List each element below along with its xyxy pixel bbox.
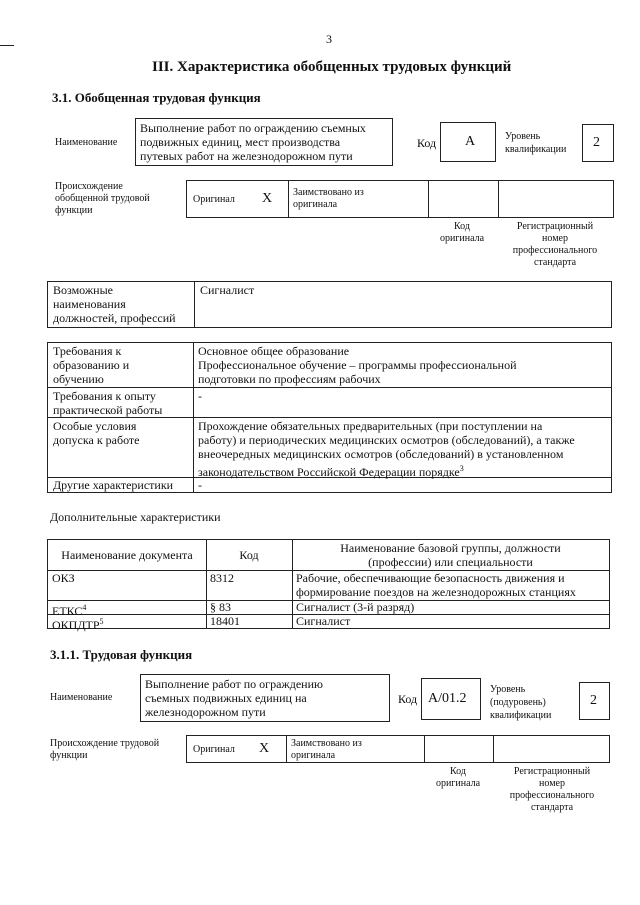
s311-borrowed-label: Заимствовано из [291,738,362,749]
s31-reg-number: Регистрационный [516,221,594,232]
additional-doc: ОКПДТР$^5$ [52,617,104,632]
additional-code: § 83 [210,600,231,614]
positions-label: должностей, профессий [53,311,176,325]
positions-label: наименования [53,297,126,311]
req-value: - [198,478,202,492]
positions-value: Сигналист [200,283,255,297]
s31-code-original: оригинала [439,233,485,244]
footnote-ref: 3 [459,464,464,473]
req-value: Основное общее образование [198,344,350,358]
footnote-ref: 4 [82,603,87,612]
s311-code-original: оригинала [435,778,481,789]
req-label: обучению [53,372,104,386]
req-label: Требования к [53,344,122,358]
s31-code-original: Код [454,221,470,232]
positions-table [47,281,612,328]
additional-doc: ОКЗ [52,571,75,585]
s311-name-line: железнодорожном пути [145,705,266,719]
s31-level-box [582,124,614,162]
req-value: законодательством Российской Федерации порядке$^3$ [198,464,464,479]
additional-name: Рабочие, обеспечивающие безопасность движения и [296,571,565,585]
s311-origin-label: функции [50,750,88,761]
additional-table [47,539,610,632]
s311-name-line: съемных подвижных единиц на [145,691,307,705]
s31-name-line: Выполнение работ по ограждению съемных [140,121,366,135]
section-title: III. Характеристика обобщенных трудовых функций [152,59,512,75]
additional-header: Код [239,548,259,562]
s311-code-box [421,678,481,720]
s311-level-label: Уровень [490,684,526,695]
s31-origin-label: обобщенной трудовой [55,193,150,204]
s31-borrowed-label: оригинала [293,199,338,210]
s311-level-value: 2 [590,693,597,708]
s31-name-label: Наименование [55,137,118,148]
s311-origin-label: Происхождение трудовой [50,738,160,749]
s311-level-label: квалификации [490,710,552,721]
s31-name-box [135,118,393,166]
s311-code-value: A/01.2 [428,691,467,706]
s31-origin-label: Происхождение [55,181,123,192]
s311-reg-number: Регистрационный [513,766,591,777]
s311-name-line: Выполнение работ по ограждению [145,677,323,691]
s31-origin-box [186,180,614,218]
req-value: подготовки по профессиям рабочих [198,372,381,386]
s311-heading: 3.1.1. Трудовая функция [50,647,193,662]
s31-name-line: путевых работ на железнодорожном пути [140,149,353,163]
requirements-table [47,342,612,493]
s31-reg-number: номер [542,233,568,244]
s31-level-label: Уровень [505,131,541,142]
s311-code-label: Код [398,692,418,706]
additional-name: Сигналист (3-й разряд) [296,600,415,614]
req-label: практической работы [53,403,163,417]
req-label: Требования к опыту [53,389,156,403]
req-value: Прохождение обязательных предварительных (при поступлении на [198,419,543,433]
s31-reg-number: профессионального [512,245,598,256]
s31-level-label: квалификации [505,144,567,155]
s31-borrowed-label: Заимствовано из [293,187,364,198]
additional-name: формирование поездов на железнодорожных станциях [296,585,576,599]
s31-code-value: A [465,134,476,149]
req-label: образованию и [53,358,130,372]
req-label: допуска к работе [53,433,140,447]
s311-name-box [140,674,390,722]
s31-code-label: Код [417,136,437,150]
additional-doc: ЕТКС$^4$ [52,603,87,618]
req-value: работу) и периодических медицинских осмотров (обследований), а также [198,433,575,447]
s31-original-label: Оригинал [193,194,235,205]
s311-origin-box [186,735,610,763]
s311-level-box [579,682,610,720]
s311-reg-number: профессионального [509,790,595,801]
req-value: - [198,389,202,403]
additional-heading: Дополнительные характеристики [50,510,221,524]
additional-header: (профессии) или специальности [368,555,533,569]
margin-mark [0,45,14,46]
additional-name: Сигналист [296,614,351,628]
s311-code-original: Код [450,766,466,777]
s31-original-mark: X [262,191,273,206]
req-value: внеочередных медицинских осмотров (обследований) в установленном [198,447,564,461]
page-number: 3 [326,32,332,46]
req-label: Другие характеристики [53,478,174,492]
additional-header: Наименование базовой группы, должности [340,541,561,555]
positions-label: Возможные [53,283,113,297]
s311-original-label: Оригинал [193,744,235,755]
req-value: Профессиональное обучение – программы профессиональной [198,358,517,372]
s311-level-label: (подуровень) [490,697,546,708]
s311-reg-number: стандарта [530,802,574,813]
s311-borrowed-label: оригинала [291,750,336,761]
additional-header: Наименование документа [61,548,193,562]
s31-level-value: 2 [593,135,600,150]
s311-reg-number: номер [539,778,565,789]
additional-code: 8312 [210,571,234,585]
s311-original-mark: X [259,741,270,756]
s31-name-line: подвижных единиц, мест производства [140,135,341,149]
additional-code: 18401 [210,614,240,628]
s31-origin-label: функции [55,205,93,216]
req-label: Особые условия [53,419,137,433]
s31-code-box [440,122,496,162]
s31-reg-number: стандарта [533,257,577,268]
footnote-ref: 5 [99,617,104,626]
s31-heading: 3.1. Обобщенная трудовая функция [52,90,261,105]
s311-name-label: Наименование [50,692,113,703]
